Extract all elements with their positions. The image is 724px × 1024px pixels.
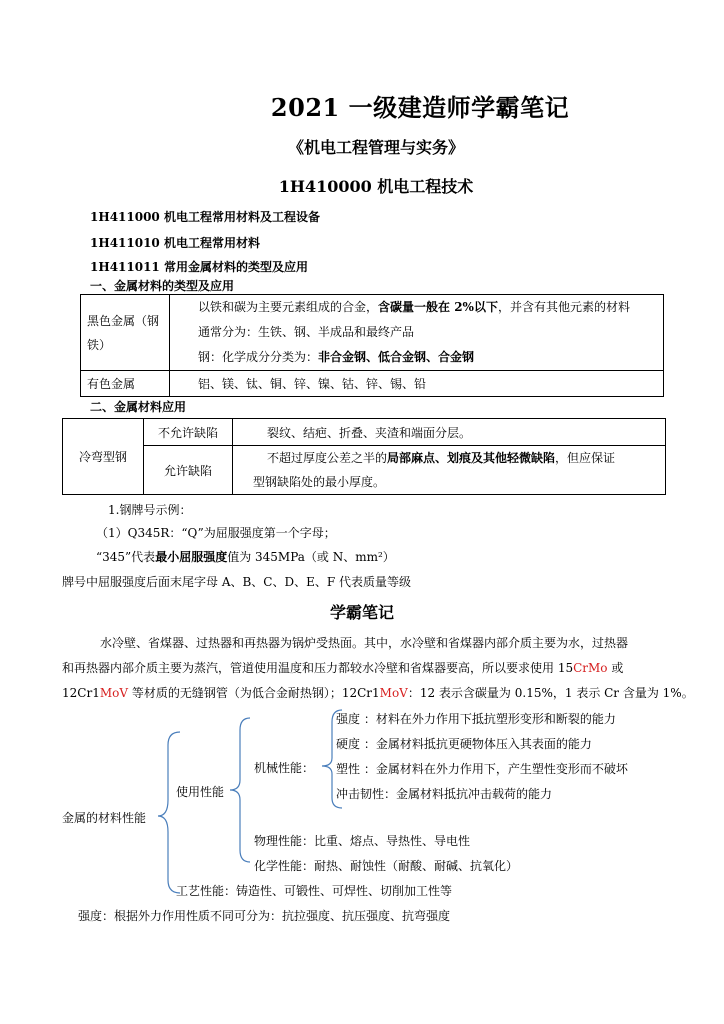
tree-hardness: 硬度 ：金属材料抵抗更硬物体压入其表面的能力: [336, 737, 592, 751]
subsection-application: 二、金属材料应用: [90, 400, 187, 414]
section-1h411000: 1H411000 机电工程常用材料及工程设备: [90, 210, 320, 224]
notes-line-2: 和再热器内部介质主要为蒸汽，管道使用温度和压力都较水冷壁和省煤器要高，所以要求使用 15CrMo 或: [62, 661, 624, 675]
allowed-desc: 不超过厚度公差之半的局部麻点、划痕及其他轻微缺陷，但应保证 型钢缺陷处的最小厚度。: [233, 446, 666, 495]
notes-line-1: 水冷壁、省煤器、过热器和再热器为锅炉受热面。其中，水冷壁和省煤器内部介质主要为水，过热器: [100, 636, 629, 650]
not-allowed-label: 不允许缺陷: [144, 419, 233, 446]
cold-bent-label: 冷弯型钢: [63, 419, 144, 495]
allowed-label: 允许缺陷: [144, 446, 233, 495]
tree-impact: 冲击韧性：金属材料抵抗冲击载荷的能力: [336, 787, 553, 801]
black-metal-line2: 通常分为：生铁、钢、半成品和最终产品: [198, 325, 415, 339]
document-title: 2021 一级建造师学霸笔记: [270, 93, 570, 122]
black-metal-cell: 黑色金属（钢铁）: [81, 295, 170, 371]
tree-physical: 物理性能：比重、熔点、导热性、导电性: [254, 834, 471, 848]
document-subtitle: 《机电工程管理与实务》: [287, 138, 464, 157]
color-metal-cell: 有色金属: [81, 371, 170, 397]
black-metal-line1: 以铁和碳为主要元素组成的合金，含碳量一般在 2%以下，并含有其他元素的材料: [198, 300, 630, 314]
grade-quality: 牌号中屈服强度后面末尾字母 A、B、C、D、E、F 代表质量等级: [62, 575, 412, 589]
grade-intro: 1.钢牌号示例：: [108, 503, 192, 517]
grade-345: “345”代表最小屈服强度值为 345MPa（或 N、mm²）: [96, 550, 395, 564]
subsection-types: 一、金属材料的类型及应用: [90, 279, 235, 293]
section-1h411011: 1H411011 常用金属材料的类型及应用: [90, 260, 308, 274]
color-metal-list: 铝、镁、钛、铜、锌、镍、钴、锌、锡、铅: [170, 371, 664, 397]
tree-chemical: 化学性能：耐热、耐蚀性（耐酸、耐碱、抗氧化）: [254, 859, 519, 873]
brace-use: [230, 718, 250, 862]
notes-heading: 学霸笔记: [329, 603, 394, 622]
strength-types: 强度：根据外力作用性质不同可分为：抗拉强度、抗压强度、抗弯强度: [78, 909, 451, 923]
black-metal-line3: 钢：化学成分分类为：非合金钢、低合金钢、合金钢: [198, 350, 475, 364]
grade-q345r: （1）Q345R：“Q”为屈服强度第一个字母；: [96, 526, 336, 540]
tree-plastic: 塑性 ：金属材料在外力作用下，产生塑性变形而不破坏: [336, 762, 628, 776]
section-1h411010: 1H411010 机电工程常用材料: [90, 236, 260, 250]
tree-process: 工艺性能：铸造性、可锻性、可焊性、切削加工性等: [176, 884, 453, 898]
chapter-heading: 1H410000 机电工程技术: [278, 177, 474, 196]
tree-root: 金属的材料性能: [62, 811, 147, 825]
tree-mech: 机械性能：: [254, 761, 315, 775]
brace-root: [158, 732, 180, 893]
tree-use: 使用性能: [176, 785, 225, 799]
notes-line-3: 12Cr1MoV 等材质的无缝钢管（为低合金耐热钢）；12Cr1MoV：12 表示含碳量为 0.15%，1 表示 Cr 含量为 1%。: [62, 686, 694, 700]
tree-strength: 强度 ：材料在外力作用下抵抗塑形变形和断裂的能力: [336, 712, 616, 726]
not-allowed-desc: 裂纹、结疤、折叠、夹渣和端面分层。: [233, 419, 666, 446]
